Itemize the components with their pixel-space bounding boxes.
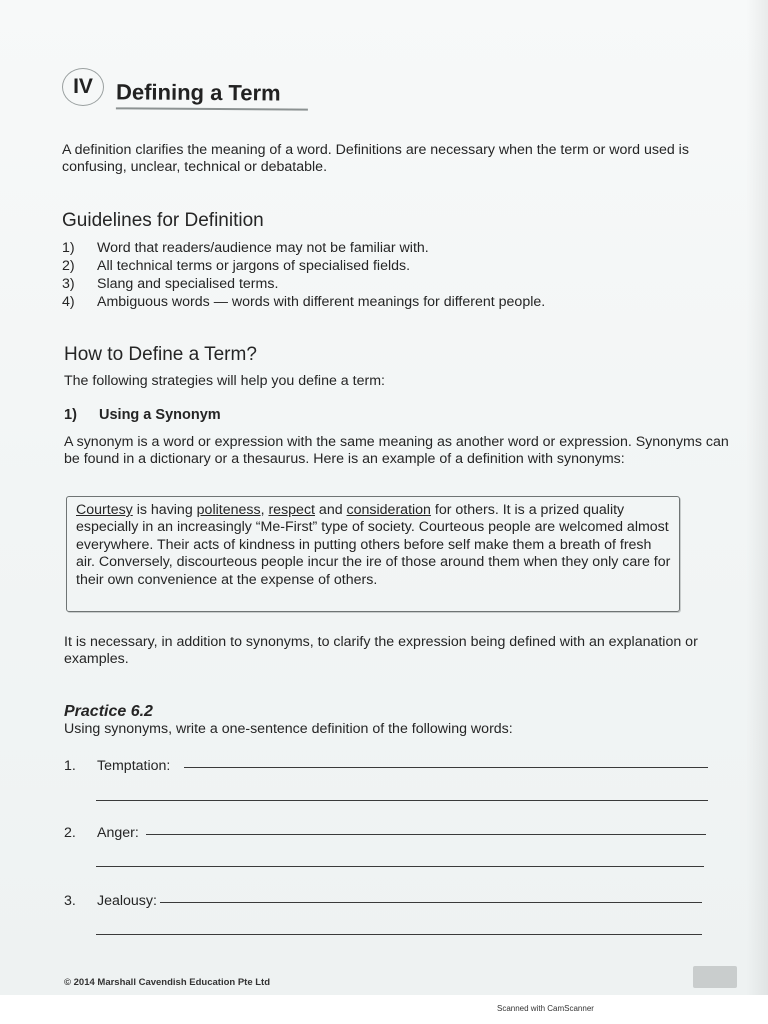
list-item-number: 2) — [62, 258, 75, 274]
scanner-watermark: Scanned with CamScanner — [497, 1004, 594, 1013]
list-item-number: 3) — [62, 276, 75, 292]
section-title: Defining a Term — [116, 79, 308, 110]
exercise-item — [64, 893, 157, 909]
list-item — [62, 240, 429, 257]
guidelines-heading: Guidelines for Definition — [62, 210, 264, 231]
practice-title: Practice 6.2 — [64, 703, 153, 720]
answer-line[interactable] — [96, 934, 702, 935]
list-item — [62, 258, 410, 275]
synonym: respect — [268, 502, 315, 518]
answer-line[interactable] — [184, 767, 708, 768]
defined-term: Courtesy — [76, 502, 133, 518]
example-text-fragment: and — [314, 502, 347, 518]
list-item-text: Slang and specialised terms. — [97, 276, 279, 292]
list-item-text: All technical terms or jargons of specialised fields. — [97, 258, 411, 274]
example-text-fragment: , — [260, 502, 269, 518]
copyright-notice: © 2014 Marshall Cavendish Education Pte Ltd — [64, 977, 271, 988]
how-to-heading: How to Define a Term? — [64, 344, 257, 365]
how-to-intro: The following strategies will help you define a term: — [64, 373, 385, 389]
exercise-number: 1. — [64, 758, 76, 774]
exercise-item — [64, 758, 170, 774]
note-paragraph: It is necessary, in addition to synonyms, to clarify the expression being defined with an explanation or examples. — [64, 634, 698, 667]
practice-instruction: Using synonyms, write a one-sentence definition of the following words: — [64, 721, 513, 737]
exercise-number: 3. — [64, 893, 76, 909]
exercise-item — [64, 825, 139, 841]
example-text-fragment: for others. It is a prized quality especially in an increasingly “Me-First” type of society. Courteous people are welcomed almost everywhere. Their acts of kindness in putting others before self make them a breath of fresh air. Conversely, discourteous people incur the ire of those around them when they only care for their own convenience at the expense of others. — [76, 502, 671, 588]
exercise-word: Anger: — [97, 825, 139, 841]
list-item — [62, 276, 278, 293]
list-item — [62, 294, 545, 311]
answer-line[interactable] — [96, 800, 708, 801]
list-item-number: 4) — [62, 294, 75, 310]
example-definition — [76, 502, 674, 589]
exercise-word: Jealousy: — [97, 893, 157, 909]
strategy-heading — [64, 407, 221, 423]
answer-line[interactable] — [96, 866, 704, 867]
exercise-word: Temptation: — [97, 758, 171, 774]
exercise-number: 2. — [64, 825, 76, 841]
strategy-number: 1) — [64, 407, 77, 423]
page-edge-shadow — [746, 0, 768, 1000]
answer-line[interactable] — [160, 902, 702, 903]
synonym: consideration — [346, 502, 431, 518]
list-item-text: Word that readers/audience may not be familiar with. — [97, 240, 429, 256]
synonym: politeness — [196, 502, 261, 518]
list-item-text: Ambiguous words — words with different meanings for different people. — [97, 294, 546, 310]
intro-paragraph: A definition clarifies the meaning of a word. Definitions are necessary when the term or word used is confusing, unclear, technical or debatable. — [62, 142, 689, 175]
answer-line[interactable] — [146, 834, 706, 835]
strategy-title: Using a Synonym — [99, 407, 221, 423]
section-number: IV — [62, 68, 104, 106]
strategy-description: A synonym is a word or expression with the same meaning as another word or expression. Synonyms can be found in a dictionary or a thesaurus. Here is an example of a definition with synonyms: — [64, 434, 729, 467]
scan-footer-strip — [0, 995, 768, 1024]
example-text-fragment: is having — [132, 502, 197, 518]
list-item-number: 1) — [62, 240, 75, 256]
page-number-tab — [693, 966, 737, 988]
